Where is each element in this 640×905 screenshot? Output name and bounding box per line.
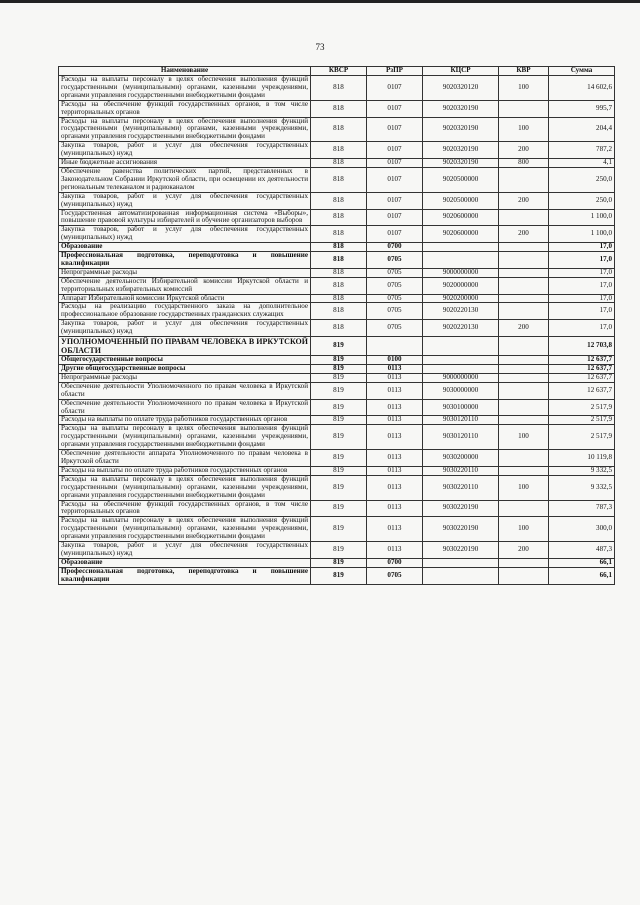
table-row (59, 416, 615, 425)
row-kcsr: 9020320190 (423, 100, 499, 117)
row-sum: 2 517,9 (549, 399, 615, 416)
row-name: Непрограммные расходы (59, 268, 311, 277)
row-kvr (499, 303, 549, 320)
table-row (59, 365, 615, 374)
table-row (59, 226, 615, 243)
row-name: Расходы на выплаты персоналу в целях обеспечения выполнения функций государственными (муниципальными) органами, казенными учреждениями, органами управления государственными внебюджетными фондами (59, 475, 311, 500)
row-rzpr (367, 337, 423, 356)
row-kvr: 100 (499, 76, 549, 101)
row-kvr (499, 399, 549, 416)
row-kvr (499, 450, 549, 467)
row-sum: 1 100,0 (549, 209, 615, 226)
row-kcsr: 9030220190 (423, 542, 499, 559)
table-row (59, 356, 615, 365)
row-kvr: 800 (499, 159, 549, 168)
table-row (59, 117, 615, 142)
table-row (59, 100, 615, 117)
row-rzpr: 0113 (367, 500, 423, 517)
row-kvsr: 818 (311, 303, 367, 320)
row-rzpr: 0113 (367, 382, 423, 399)
row-sum: 250,0 (549, 167, 615, 192)
row-kvr (499, 500, 549, 517)
row-kvr: 200 (499, 192, 549, 209)
row-kvr (499, 277, 549, 294)
row-sum: 17,0 (549, 268, 615, 277)
table-row (59, 475, 615, 500)
row-kcsr: 9000000000 (423, 373, 499, 382)
row-kvsr: 819 (311, 450, 367, 467)
row-rzpr: 0705 (367, 294, 423, 303)
row-kvsr: 819 (311, 517, 367, 542)
row-name: Образование (59, 243, 311, 252)
row-kvr (499, 243, 549, 252)
row-name: Расходы на обеспечение функций государственных органов, в том числе территориальных органов (59, 100, 311, 117)
row-name: Закупка товаров, работ и услуг для обеспечения государственных (муниципальных) нужд (59, 320, 311, 337)
row-kvr (499, 558, 549, 567)
table-row (59, 450, 615, 467)
row-kvsr: 818 (311, 117, 367, 142)
row-rzpr: 0113 (367, 399, 423, 416)
row-rzpr: 0113 (367, 466, 423, 475)
row-name: Расходы на реализацию государственного заказа на дополнительное профессиональное образование государственных гражданских служащих (59, 303, 311, 320)
table-row (59, 167, 615, 192)
row-sum: 9 332,5 (549, 466, 615, 475)
row-sum: 250,0 (549, 192, 615, 209)
row-sum: 9 332,5 (549, 475, 615, 500)
row-kvsr: 819 (311, 356, 367, 365)
header-kvr: КВР (499, 67, 549, 76)
row-sum: 995,7 (549, 100, 615, 117)
table-row (59, 466, 615, 475)
row-rzpr: 0113 (367, 450, 423, 467)
row-rzpr: 0107 (367, 76, 423, 101)
row-kcsr: 9020200000 (423, 294, 499, 303)
row-sum: 300,0 (549, 517, 615, 542)
table-row (59, 159, 615, 168)
row-rzpr: 0705 (367, 252, 423, 269)
row-name: Образование (59, 558, 311, 567)
row-kvr: 200 (499, 142, 549, 159)
row-name: Обеспечение деятельности Избирательной комиссии Иркутской области и территориальных избирательных комиссий (59, 277, 311, 294)
row-kvsr: 818 (311, 252, 367, 269)
row-kvsr: 819 (311, 425, 367, 450)
row-rzpr: 0113 (367, 365, 423, 374)
table-row (59, 243, 615, 252)
row-name: Иные бюджетные ассигнования (59, 159, 311, 168)
row-sum: 2 517,9 (549, 425, 615, 450)
row-rzpr: 0113 (367, 373, 423, 382)
row-name: Расходы на выплаты по оплате труда работников государственных органов (59, 416, 311, 425)
table-row (59, 425, 615, 450)
row-sum: 17,0 (549, 243, 615, 252)
row-kvsr: 818 (311, 320, 367, 337)
row-kcsr: 9030220190 (423, 500, 499, 517)
row-name: Непрограммные расходы (59, 373, 311, 382)
row-kvsr: 818 (311, 100, 367, 117)
row-kcsr (423, 252, 499, 269)
row-kvsr: 818 (311, 226, 367, 243)
row-sum: 17,0 (549, 252, 615, 269)
row-kvsr: 818 (311, 268, 367, 277)
table-row (59, 382, 615, 399)
table-row (59, 192, 615, 209)
row-rzpr: 0700 (367, 558, 423, 567)
row-kvr (499, 356, 549, 365)
row-sum: 12 703,8 (549, 337, 615, 356)
row-kcsr: 9020500000 (423, 192, 499, 209)
table-row (59, 500, 615, 517)
row-rzpr: 0113 (367, 416, 423, 425)
row-rzpr: 0100 (367, 356, 423, 365)
row-kvsr: 819 (311, 399, 367, 416)
row-kvsr: 818 (311, 277, 367, 294)
row-kcsr: 9030220110 (423, 475, 499, 500)
row-kvr: 100 (499, 117, 549, 142)
row-name: Обеспечение деятельности аппарата Уполномоченного по правам человека в Иркутской области (59, 450, 311, 467)
row-sum: 66,1 (549, 567, 615, 584)
row-sum: 12 637,7 (549, 382, 615, 399)
table-row (59, 399, 615, 416)
row-rzpr: 0705 (367, 320, 423, 337)
table-row (59, 303, 615, 320)
row-kvsr: 819 (311, 416, 367, 425)
row-name: Аппарат Избирательной комиссии Иркутской области (59, 294, 311, 303)
row-name: Профессиональная подготовка, переподготовка и повышение квалификации (59, 252, 311, 269)
row-kcsr: 9020220130 (423, 320, 499, 337)
row-name: УПОЛНОМОЧЕННЫЙ ПО ПРАВАМ ЧЕЛОВЕКА В ИРКУТСКОЙ ОБЛАСТИ (59, 337, 311, 356)
row-kcsr: 9000000000 (423, 268, 499, 277)
row-kvsr: 819 (311, 475, 367, 500)
table-body (59, 76, 615, 585)
row-kvr: 200 (499, 320, 549, 337)
row-kvsr: 818 (311, 167, 367, 192)
row-name: Закупка товаров, работ и услуг для обеспечения государственных (муниципальных) нужд (59, 142, 311, 159)
table-row (59, 268, 615, 277)
budget-table (58, 66, 615, 585)
row-kcsr: 9030120110 (423, 416, 499, 425)
row-kvr (499, 382, 549, 399)
row-kvsr: 819 (311, 466, 367, 475)
table-row (59, 294, 615, 303)
row-sum: 4,1 (549, 159, 615, 168)
header-kvsr: КВСР (311, 67, 367, 76)
table-row (59, 320, 615, 337)
row-rzpr: 0107 (367, 142, 423, 159)
header-rzpr: РзПР (367, 67, 423, 76)
row-kcsr: 9030100000 (423, 399, 499, 416)
row-kcsr (423, 365, 499, 374)
row-kvr (499, 337, 549, 356)
row-kvsr: 819 (311, 542, 367, 559)
row-kcsr: 9030220190 (423, 517, 499, 542)
row-kcsr: 9020600000 (423, 209, 499, 226)
table-row (59, 277, 615, 294)
row-kvr (499, 209, 549, 226)
row-name: Расходы на выплаты персоналу в целях обеспечения выполнения функций государственными (муниципальными) органами, казенными учреждениями, органами управления государственными внебюджетными фондами (59, 517, 311, 542)
row-rzpr: 0705 (367, 567, 423, 584)
row-kvr (499, 252, 549, 269)
table-row (59, 209, 615, 226)
row-sum: 12 637,7 (549, 356, 615, 365)
row-kcsr: 9020320190 (423, 117, 499, 142)
row-rzpr: 0107 (367, 192, 423, 209)
row-kvr: 200 (499, 226, 549, 243)
row-kcsr: 9020000000 (423, 277, 499, 294)
row-sum: 17,0 (549, 320, 615, 337)
row-rzpr: 0107 (367, 159, 423, 168)
row-kcsr: 9020320120 (423, 76, 499, 101)
row-kvr (499, 167, 549, 192)
row-kvsr: 818 (311, 192, 367, 209)
row-rzpr: 0113 (367, 475, 423, 500)
row-rzpr: 0113 (367, 542, 423, 559)
row-kvsr: 818 (311, 294, 367, 303)
row-kvr: 100 (499, 517, 549, 542)
row-kvr (499, 268, 549, 277)
row-kvr (499, 416, 549, 425)
row-kvsr: 818 (311, 159, 367, 168)
header-row (59, 67, 615, 76)
table-row (59, 558, 615, 567)
row-rzpr: 0107 (367, 100, 423, 117)
row-sum: 1 100,0 (549, 226, 615, 243)
header-kcsr: КЦСР (423, 67, 499, 76)
row-kvsr: 819 (311, 337, 367, 356)
row-sum: 2 517,9 (549, 416, 615, 425)
table-header (59, 67, 615, 76)
row-rzpr: 0705 (367, 268, 423, 277)
row-kcsr (423, 558, 499, 567)
table-row (59, 542, 615, 559)
row-name: Другие общегосударственные вопросы (59, 365, 311, 374)
row-kcsr: 9030000000 (423, 382, 499, 399)
row-kvr (499, 365, 549, 374)
row-kcsr (423, 243, 499, 252)
row-kcsr: 9030220110 (423, 466, 499, 475)
header-name: Наименование (59, 67, 311, 76)
row-kvsr: 819 (311, 500, 367, 517)
row-kvsr: 819 (311, 558, 367, 567)
row-name: Профессиональная подготовка, переподготовка и повышение квалификации (59, 567, 311, 584)
row-name: Расходы на обеспечение функций государственных органов, в том числе территориальных органов (59, 500, 311, 517)
row-kvsr: 819 (311, 373, 367, 382)
row-name: Закупка товаров, работ и услуг для обеспечения государственных (муниципальных) нужд (59, 226, 311, 243)
row-rzpr: 0113 (367, 425, 423, 450)
row-kcsr (423, 337, 499, 356)
row-sum: 204,4 (549, 117, 615, 142)
row-name: Закупка товаров, работ и услуг для обеспечения государственных (муниципальных) нужд (59, 542, 311, 559)
row-sum: 10 119,8 (549, 450, 615, 467)
row-sum: 787,2 (549, 142, 615, 159)
row-name: Обеспечение равенства политических партий, представленных в Законодательном Собрании Иркутской области, при освещении их деятельности региональным телеканалом и радиоканалом (59, 167, 311, 192)
table-row (59, 337, 615, 356)
row-kvr: 100 (499, 475, 549, 500)
row-sum: 17,0 (549, 277, 615, 294)
page-top-border (0, 0, 640, 3)
row-rzpr: 0107 (367, 226, 423, 243)
row-kvsr: 818 (311, 209, 367, 226)
row-name: Обеспечение деятельности Уполномоченного по правам человека в Иркутской области (59, 399, 311, 416)
table-row (59, 142, 615, 159)
row-sum: 17,0 (549, 294, 615, 303)
row-kcsr (423, 356, 499, 365)
row-sum: 12 637,7 (549, 365, 615, 374)
row-rzpr: 0107 (367, 209, 423, 226)
row-kcsr: 9020320190 (423, 159, 499, 168)
table-row (59, 252, 615, 269)
row-kcsr: 9020600000 (423, 226, 499, 243)
row-kcsr: 9030120110 (423, 425, 499, 450)
row-name: Расходы на выплаты персоналу в целях обеспечения выполнения функций государственными (муниципальными) органами, казенными учреждениями, органами управления государственными внебюджетными фондами (59, 76, 311, 101)
row-sum: 12 637,7 (549, 373, 615, 382)
row-kvsr: 818 (311, 142, 367, 159)
row-sum: 487,3 (549, 542, 615, 559)
row-kvsr: 819 (311, 382, 367, 399)
row-rzpr: 0705 (367, 303, 423, 320)
table-row (59, 76, 615, 101)
row-kvr (499, 567, 549, 584)
page-number: 73 (315, 42, 325, 52)
row-name: Государственная автоматизированная информационная система «Выборы», повышение правовой культуры избирателей и обучение организаторов выборов (59, 209, 311, 226)
table-row (59, 567, 615, 584)
row-kvr (499, 100, 549, 117)
row-name: Расходы на выплаты по оплате труда работников государственных органов (59, 466, 311, 475)
row-name: Общегосударственные вопросы (59, 356, 311, 365)
row-name: Расходы на выплаты персоналу в целях обеспечения выполнения функций государственными (муниципальными) органами, казенными учреждениями, органами управления государственными внебюджетными фондами (59, 425, 311, 450)
row-kvsr: 818 (311, 76, 367, 101)
row-kcsr (423, 567, 499, 584)
row-rzpr: 0113 (367, 517, 423, 542)
row-sum: 66,1 (549, 558, 615, 567)
row-kcsr: 9020320190 (423, 142, 499, 159)
row-kvsr: 819 (311, 365, 367, 374)
table-row (59, 373, 615, 382)
row-kcsr: 9030200000 (423, 450, 499, 467)
table-row (59, 517, 615, 542)
row-rzpr: 0705 (367, 277, 423, 294)
row-kvsr: 819 (311, 567, 367, 584)
row-sum: 17,0 (549, 303, 615, 320)
row-name: Закупка товаров, работ и услуг для обеспечения государственных (муниципальных) нужд (59, 192, 311, 209)
row-rzpr: 0700 (367, 243, 423, 252)
row-rzpr: 0107 (367, 117, 423, 142)
row-sum: 14 602,6 (549, 76, 615, 101)
row-kvr (499, 373, 549, 382)
row-kcsr: 9020500000 (423, 167, 499, 192)
header-sum: Сумма (549, 67, 615, 76)
row-kcsr: 9020220130 (423, 303, 499, 320)
row-name: Обеспечение деятельности Уполномоченного по правам человека в Иркутской области (59, 382, 311, 399)
row-rzpr: 0107 (367, 167, 423, 192)
row-sum: 787,3 (549, 500, 615, 517)
row-kvr: 100 (499, 425, 549, 450)
row-kvsr: 818 (311, 243, 367, 252)
row-name: Расходы на выплаты персоналу в целях обеспечения выполнения функций государственными (муниципальными) органами, казенными учреждениями, органами управления государственными внебюджетными фондами (59, 117, 311, 142)
row-kvr (499, 466, 549, 475)
row-kvr: 200 (499, 542, 549, 559)
row-kvr (499, 294, 549, 303)
